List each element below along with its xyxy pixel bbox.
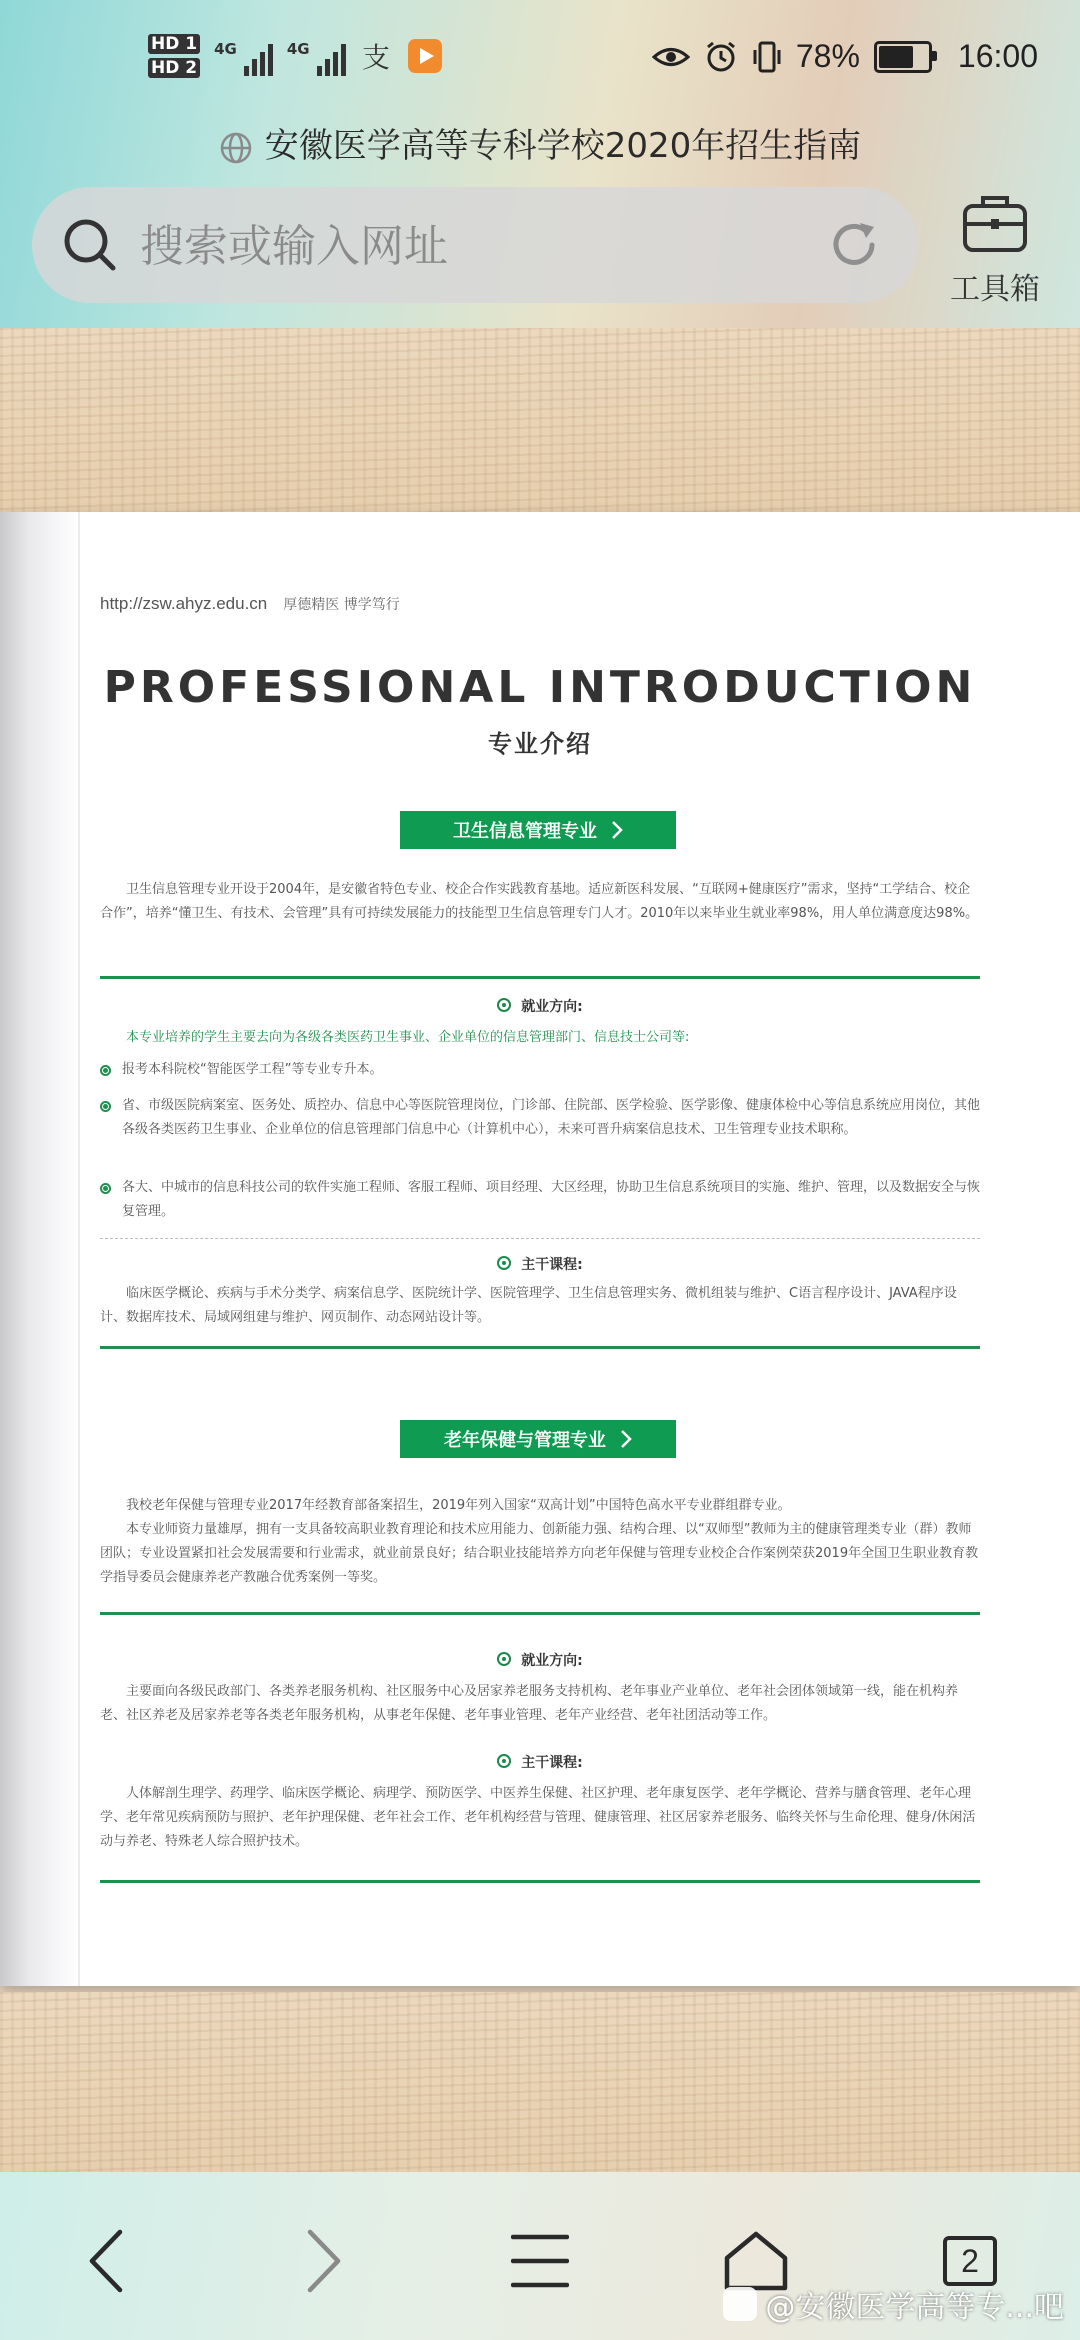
watermark [723,2282,1064,2326]
chevron-right-icon [304,2228,344,2294]
major2-intro-2: 本专业师资力量雄厚，拥有一支具备较高职业教育理论和技术应用能力、创新能力强、结构合理、以“双师型”教师为主的健康管理类专业（群）教师团队；专业设置紧扣社会发展需要和行业需求，就业前景良好；结合职业技能培养方向老年保健与管理专业校企合作案例荣获2019年全国卫生职业教育教学指导委员会健康养老产教融合优秀案例一等奖。 [100,1522,979,1585]
major1-bullet-1: 报考本科院校“智能医学工程”等专业专升本。 [100,1058,980,1082]
section-bullet-icon [497,1754,511,1768]
major1-intro: 卫生信息管理专业开设于2004年，是安徽省特色专业、校企合作实践教育基地。适应新医科发展、“互联网+健康医疗”需求，坚持“工学结合、校企合作”，培养“懂卫生、有技术、会管理”具有可持续发展能力的技能型卫生信息管理专门人才。2010年以来毕业生就业率98%，用人单位满意度达98%。 [100,882,979,921]
signal-1-icon [214,36,273,76]
section-bullet-icon [497,1652,511,1666]
school-url: http://zsw.ahyz.edu.cn [100,594,268,613]
document-header [100,594,400,614]
divider-line [100,976,980,979]
divider-line [100,1346,980,1349]
major2-courses: 人体解剖生理学、药理学、临床医学概论、病理学、预防医学、中医养生保健、社区护理、老年康复医学、老年学概论、营养与膳食管理、老年心理学、老年常见疾病预防与照护、老年护理保健、老年社会工作、老年机构经营与管理、健康管理、社区居家养老服务、临终关怀与生命伦理、健身/休闲活动与养老、特殊老人综合照护技术。 [100,1786,976,1849]
section-bullet-icon [497,1256,511,1270]
major2-employment: 主要面向各级民政部门、各类养老服务机构、社区服务中心及居家养老服务支持机构、老年事业产业单位、老年社会团体领域第一线，能在机构养老、社区养老及居家养老等各类老年服务机构，从事老年保健、老年事业管理、老年产业经营、老年社团活动等工作。 [100,1684,959,1723]
globe-icon [219,131,253,165]
page-spine [0,512,80,1986]
alarm-icon [704,40,738,74]
dashed-divider [100,1238,980,1239]
heading-english: PROFESSIONAL INTRODUCTION [103,662,977,713]
toolbox-icon [961,192,1029,254]
major2-courses-heading: 主干课程: [100,1752,980,1772]
wood-background-top [0,328,1080,512]
eye-comfort-icon [652,44,690,70]
wood-background-bottom [0,1992,1080,2172]
major1-courses-heading: 主干课程: [100,1254,980,1274]
chevron-right-icon [620,1429,632,1449]
svg-text:支: 支 [361,41,390,73]
school-motto: 厚德精医 博学笃行 [283,597,400,613]
section-bullet-icon [497,998,511,1012]
clock: 16:00 [957,38,1038,74]
divider-line [100,1880,980,1883]
network-type-2: 4G [286,40,310,58]
page-title[interactable] [0,118,1080,167]
signal-2-icon [287,36,346,76]
major2-employment-heading: 就业方向: [100,1650,980,1670]
major2-intro-1: 我校老年保健与管理专业2017年经教育部备案招生，2019年列入国家“双高计划”中国特色高水平专业群组群专业。 [126,1498,791,1513]
major2-title-tag [400,1420,676,1458]
forward-button[interactable] [274,2216,374,2306]
browser-header [0,0,1080,328]
major1-employment-lead: 本专业培养的学生主要去向为各级各类医药卫生事业、企业单位的信息管理部门、信息技士公司等: [126,1030,690,1045]
back-button[interactable] [56,2216,156,2306]
major1-bullet-2: 省、市级医院病案室、医务处、质控办、信息中心等医院管理岗位，门诊部、住院部、医学检验、医学影像、健康体检中心等信息系统应用岗位，其他各级各类医药卫生事业、企业单位的信息管理部门信息中心（计算机中心），未来可晋升病案信息技术、卫生管理专业技术职称。 [100,1094,980,1142]
battery-icon [874,41,932,73]
tab-count: 2 [943,2236,997,2286]
hd1-badge: HD 1 [148,34,200,54]
video-app-icon [408,39,442,73]
toolbox-label: 工具箱 [950,272,1040,307]
divider-line [100,1612,980,1615]
chevron-right-icon [611,820,623,840]
hd-indicators [148,34,200,78]
major1-employment-heading: 就业方向: [100,996,980,1016]
major1-bullet-3: 各大、中城市的信息科技公司的软件实施工程师、客服工程师、项目经理、大区经理，协助卫生信息系统项目的实施、维护、管理，以及数据安全与恢复管理。 [100,1176,980,1224]
toolbox-button[interactable] [940,192,1050,308]
major1-title: 卫生信息管理专业 [453,821,597,842]
tieba-logo-icon [723,2287,757,2321]
major1-courses: 临床医学概论、疾病与手术分类学、病案信息学、医院统计学、医院管理学、卫生信息管理实务、微机组装与维护、C语言程序设计、JAVA程序设计、数据库技术、局域网组建与维护、网页制作、动态网站设计等。 [100,1286,957,1325]
search-input[interactable] [138,215,762,277]
bottom-nav-bar [0,2172,1080,2340]
address-bar[interactable] [32,187,918,303]
hd2-badge: HD 2 [148,58,200,78]
vibrate-icon [752,40,782,74]
status-bar [0,30,1080,100]
alipay-icon [360,39,394,73]
page-title-text: 安徽医学高等专科学校2020年招生指南 [264,126,862,166]
battery-percent: 78% [795,38,860,74]
chevron-left-icon [86,2228,126,2294]
menu-button[interactable] [490,2216,590,2306]
search-icon [62,217,118,273]
major2-intro [100,1494,980,1590]
network-type-1: 4G [214,40,237,58]
watermark-text: @安徽医学高等专...吧 [765,2290,1064,2325]
major1-title-tag [400,811,676,849]
menu-icon [511,2233,569,2289]
document-page[interactable] [0,512,1080,1986]
reload-icon[interactable] [826,217,882,273]
major2-title: 老年保健与管理专业 [444,1430,606,1451]
heading-chinese: 专业介绍 [488,730,592,758]
